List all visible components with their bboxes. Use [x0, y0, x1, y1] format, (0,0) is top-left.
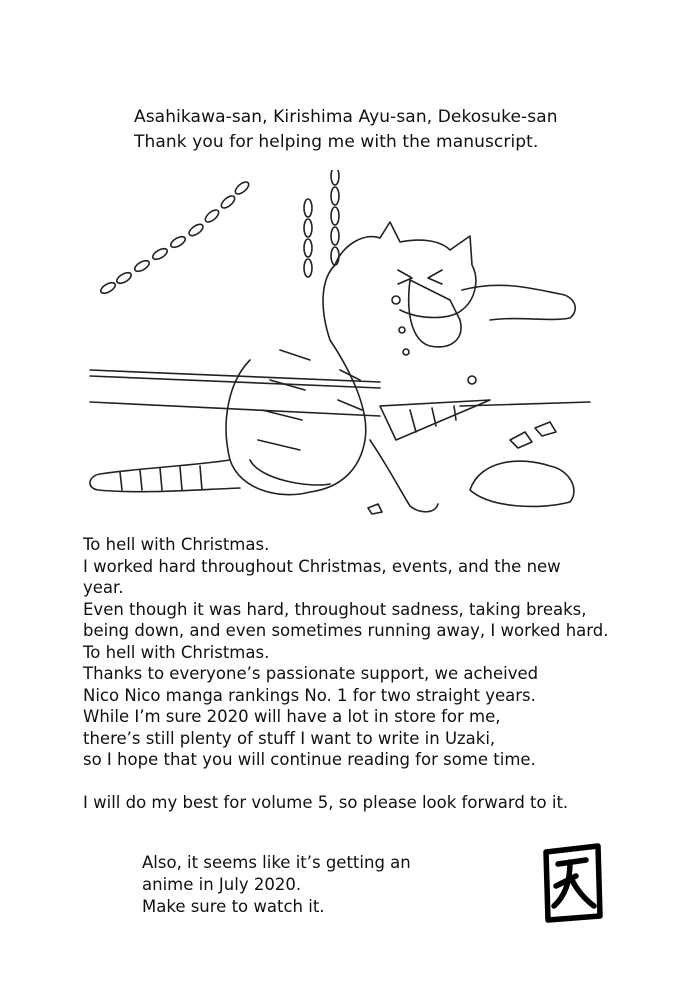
- volume-5-line: I will do my best for volume 5, so please look forward to it.: [83, 793, 569, 812]
- message-line: To hell with Christmas.: [83, 642, 270, 662]
- message-line: Thanks to everyone’s passionate support, we acheived: [83, 664, 539, 683]
- anime-announcement: [142, 852, 411, 918]
- thanks-line: Thank you for helping me with the manuscript.: [134, 132, 539, 152]
- left-chain: [99, 180, 251, 296]
- afterword-message: [83, 534, 663, 814]
- message-line: being down, and even sometimes running away, I worked hard.: [83, 621, 609, 640]
- thanks-header: [134, 105, 558, 155]
- middle-chains: [304, 170, 339, 277]
- message-line: so I hope that you will continue reading for some time.: [83, 750, 536, 769]
- announcement-line: Make sure to watch it.: [142, 897, 325, 916]
- announcement-line: Also, it seems like it’s getting an: [142, 853, 411, 872]
- announcement-line: anime in July 2020.: [142, 875, 302, 894]
- message-line: there’s still plenty of stuff I want to write in Uzaki,: [83, 728, 496, 748]
- cat-illustration: [80, 170, 600, 530]
- paragraph-gap: [83, 771, 663, 793]
- message-line: year.: [83, 578, 124, 597]
- message-line: I worked hard throughout Christmas, events, and the new: [83, 556, 561, 576]
- message-line: While I’m sure 2020 will have a lot in store for me,: [83, 707, 501, 726]
- message-line: Even though it was hard, throughout sadness, taking breaks,: [83, 599, 587, 619]
- message-line: Nico Nico manga rankings No. 1 for two straight years.: [83, 685, 536, 705]
- author-signature-stamp: [536, 840, 608, 924]
- message-line: To hell with Christmas.: [83, 535, 270, 554]
- thanks-names: Asahikawa-san, Kirishima Ayu-san, Dekosuke-san: [134, 107, 558, 127]
